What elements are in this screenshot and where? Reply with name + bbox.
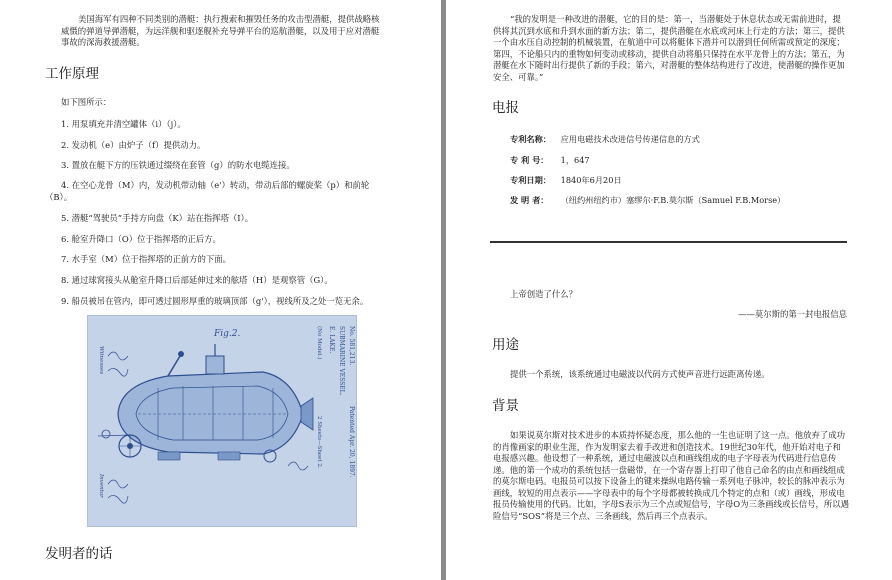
submarine-illustration	[88, 316, 356, 526]
patent-title-figure: SUBMARINE VESSEL.	[338, 326, 345, 396]
patent-date-value: 1840年6月20日	[560, 175, 622, 185]
witnesses-label: Witnesses	[98, 346, 104, 375]
patent-name-row	[510, 134, 700, 145]
inventor-label-right: 发 明 者：	[510, 195, 549, 205]
sheets-label: 2 Sheets—Sheet 2.	[316, 416, 322, 469]
intro-paragraph: 美国海军有四种不同类别的潜艇：执行搜索和摧毁任务的攻击型潜艇，提供战略核威慑的弹道导弹潜艇，为远洋舰和驱逐舰补充导弹平台的巡航潜艇，以及用于应对潜艇事故的深海救援潜艇。	[61, 14, 380, 47]
step-item: 1. 用泵填充并清空罐体（i）（j）。	[61, 119, 186, 129]
section-divider	[490, 241, 847, 243]
step-item: 8. 通过球窝接头从舱室升降口后部延伸过来的舷塔（H）是观察管（G）。	[61, 275, 333, 285]
no-model-label: (No Model.)	[316, 326, 322, 360]
steps-lead: 如下图所示：	[61, 97, 112, 107]
step-item: 3. 置放在艇下方的压铁通过缀绕在套管（g）的防水电缆连接。	[61, 160, 295, 170]
use-text: 提供一个系统，该系统通过电磁波以代码方式使声音进行远距离传递。	[510, 369, 770, 379]
figure-label: Fig.2.	[214, 329, 241, 339]
step-item: 4. 在空心龙骨（M）内，发动机带动轴（e'）转动，带动后部的螺旋桨（p）和前轮（B）。	[45, 180, 370, 202]
epigraph: 上帝创造了什么？	[510, 289, 577, 299]
section-heading-principle: 工作原理	[45, 66, 99, 82]
step-item: 7. 水手室（M）位于指挥塔的正前方的下面。	[61, 254, 231, 264]
section-heading-telegraph: 电报	[492, 100, 519, 116]
inventor-value: （纽约州纽约市）塞缪尔·F.B.莫尔斯（Samuel F.B.Morse）	[560, 195, 786, 205]
patent-date-row	[510, 175, 622, 186]
patent-number-row	[510, 155, 590, 166]
section-heading-background: 背景	[492, 398, 519, 414]
patent-number-value: 1，647	[560, 155, 590, 165]
section-heading-use: 用途	[492, 337, 519, 353]
patent-name-figure: E. LAKE.	[328, 326, 335, 354]
section-heading-inventor-words: 发明者的话	[45, 546, 113, 562]
patented-date-figure: Patented Apr. 20, 1897.	[348, 406, 355, 478]
patent-name-value: 应用电磁技术改进信号传递信息的方式	[560, 134, 700, 144]
step-item: 9. 船员被吊在管内，即可透过圆形厚重的玻璃顶部（g'），视线所及之处一览无余。	[61, 296, 369, 306]
inventor-quote: “我的发明是一种改进的潜艇，它的目的是：第一，当潜艇处于休息状态或无需前进时，提供将其沉到水底和升到水面的新方法；第二，提供潜艇在水底或河床上行走的方法；第三，提供一个由水压自动控制的机械装置，在航道中可以将艇体下潜并可以潜到任何所需或预定的深度；第四，不论船只内的重物如何变动或移动，提供自动将船只保持在水平龙骨上的方法；第五，为潜艇在水下随时出行提供了新的手段；第六，对潜艇的整体结构进行了改进，使潜艇的操作更加安全、可靠。”	[493, 14, 845, 82]
epigraph-source: ——莫尔斯的第一封电报信息	[738, 309, 847, 319]
background-text: 如果说莫尔斯对技术进步的本质持怀疑态度，那么他的一生也证明了这一点。他放弃了成功的肖像画家的职业生涯，作为发明家去着手改进和创造技术。19世纪30年代，他开始对电子和电报感兴趣。他设想了一种系统，通过电磁波以点和画线组成的电子字母表为代码进行信息传递。他的第一个成功的系统包括一盘磁带，在一个寄存器上打印了他自己命名的由点和画线组成的莫尔斯电码。电报员可以按下设备上的键来操纵电路传输一系列电子脉冲，较长的脉冲表示为画线，较短的用点表示——字母表中的每个字母都被转换成几个特定的点和（或）画线，形成电报员传输使用的代码。比如，字母S表示为三个点或短信号，字母O为三条画线或长信号，所以遇险信号“SOS”将是三个点、三条画线，然后再三个点表示。	[493, 430, 849, 521]
inventor-label: Inventor	[98, 474, 104, 498]
step-item: 5. 潜艇“驾驶员”手持方向盘（K）站在指挥塔（I）。	[61, 213, 254, 223]
step-item: 2. 发动机（e）由炉子（f）提供动力。	[61, 140, 206, 150]
patent-number-label: 专 利 号：	[510, 155, 549, 165]
step-item: 6. 舱室升降口（O）位于指挥塔的正后方。	[61, 234, 221, 244]
patent-name-label: 专利名称：	[510, 134, 551, 144]
inventor-row	[510, 195, 785, 206]
patent-number-figure: No. 581,213.	[348, 326, 355, 366]
patent-drawing	[87, 315, 357, 527]
patent-date-label: 专利日期：	[510, 175, 551, 185]
left-page	[0, 0, 441, 580]
